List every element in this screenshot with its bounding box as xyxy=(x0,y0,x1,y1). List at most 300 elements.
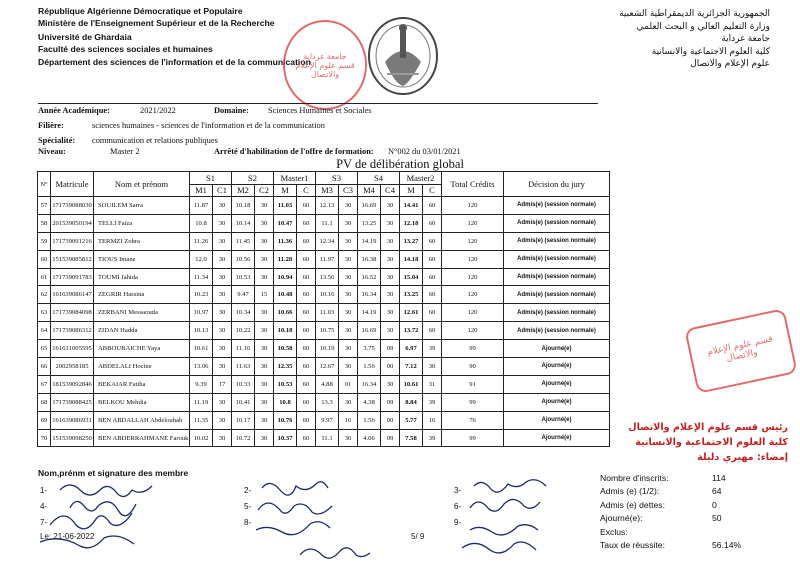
cell-grade: 30 xyxy=(339,358,358,376)
cell-grade: 11.87 xyxy=(190,197,213,215)
table-row xyxy=(38,429,610,447)
cell-grade: 11.45 xyxy=(232,232,255,250)
cell-grade: 30 xyxy=(213,286,232,304)
cell-grade: 30 xyxy=(339,340,358,358)
cell-grade: 30 xyxy=(339,304,358,322)
header-fr-line: Ministère de l'Enseignement Supérieur et de la Recherche xyxy=(38,17,275,28)
domaine-value: Sciences Humaines et Sociales xyxy=(268,106,372,115)
cell-grade: 60 xyxy=(297,232,316,250)
cell-grade: 60 xyxy=(297,429,316,447)
stat-row xyxy=(600,512,741,525)
cell-no: 60 xyxy=(38,250,51,268)
table-row xyxy=(38,393,610,411)
sig-number: 5- xyxy=(244,502,252,511)
cell-grade: 60 xyxy=(423,250,442,268)
cell-grade: 39 xyxy=(423,340,442,358)
cell-grade: 30 xyxy=(213,358,232,376)
cell-nom: ZIDAN Hadda xyxy=(94,322,190,340)
sig-number: 4- xyxy=(40,502,48,511)
cell-grade: 13.56 xyxy=(316,268,339,286)
cell-decision: Admis(e) (session normale) xyxy=(504,304,610,322)
cell-matricule: 171739086312 xyxy=(51,322,94,340)
cell-grade: 30 xyxy=(255,232,274,250)
cell-grade: 4.06 xyxy=(358,429,381,447)
cell-grade: 16.34 xyxy=(358,375,381,393)
col-subheader: M3 xyxy=(316,184,339,197)
cell-grade: 16.38 xyxy=(358,250,381,268)
cell-grade: 09 xyxy=(381,340,400,358)
cell-grade: 60 xyxy=(423,322,442,340)
cell-grade: 17 xyxy=(213,375,232,393)
cell-decision: Ajourné(e) xyxy=(504,358,610,376)
deliberation-table xyxy=(37,171,610,447)
cell-grade: 10.23 xyxy=(190,286,213,304)
cell-grade: 15.04 xyxy=(400,268,423,286)
cell-grade: 30 xyxy=(339,232,358,250)
cell-grade: 10.47 xyxy=(274,214,297,232)
col-header-decision: Décision du jury xyxy=(504,172,610,197)
cell-grade: 09 xyxy=(381,393,400,411)
header-ar-line: وزارة التعليم العالي و البحث العلمي xyxy=(636,21,770,32)
cell-grade: 30 xyxy=(213,322,232,340)
university-logo xyxy=(365,14,441,96)
cell-total: 120 xyxy=(442,250,504,268)
cell-grade: 30 xyxy=(255,393,274,411)
cell-grade: 60 xyxy=(423,232,442,250)
cell-grade: 30 xyxy=(339,250,358,268)
cell-grade: 10.17 xyxy=(232,411,255,429)
cell-grade: 60 xyxy=(297,411,316,429)
cell-nom: TOUMI Jahida xyxy=(94,268,190,286)
cell-total: 91 xyxy=(442,375,504,393)
header-ar-line: كلية العلوم الاجتماعية والانسانية xyxy=(651,46,770,57)
cell-grade: 11.16 xyxy=(232,340,255,358)
cell-grade: 10.75 xyxy=(316,322,339,340)
cell-grade: 13.72 xyxy=(400,322,423,340)
cell-grade: 9.47 xyxy=(232,286,255,304)
cell-no: 67 xyxy=(38,375,51,393)
cell-grade: 30 xyxy=(339,214,358,232)
specialite-value: communication et relations publiques xyxy=(92,136,218,145)
header-fr-line: Département des sciences de l'information et de la communication xyxy=(38,57,311,68)
cell-matricule: 201539050194 xyxy=(51,214,94,232)
cell-grade: 30 xyxy=(255,340,274,358)
cell-no: 70 xyxy=(38,429,51,447)
stat-value: 114 xyxy=(712,473,726,483)
cell-grade: 3.75 xyxy=(358,340,381,358)
cell-grade: 10.34 xyxy=(232,304,255,322)
arrete-label: Arrêté d'habilitation de l'offre de formation: xyxy=(214,147,374,156)
table-row xyxy=(38,268,610,286)
stat-row xyxy=(600,539,741,552)
cell-matricule: 151539098250 xyxy=(51,429,94,447)
cell-grade: 60 xyxy=(297,340,316,358)
cell-grade: 10.14 xyxy=(232,214,255,232)
table-row xyxy=(38,322,610,340)
col-subheader: C3 xyxy=(339,184,358,197)
cell-grade: 5.77 xyxy=(400,411,423,429)
cell-grade: 16.52 xyxy=(358,268,381,286)
cell-grade: 10.58 xyxy=(274,340,297,358)
cell-grade: 11.36 xyxy=(274,232,297,250)
stat-value: 56.14% xyxy=(712,540,742,551)
table-row xyxy=(38,340,610,358)
filiere-label: Filière: xyxy=(38,121,64,130)
cell-decision: Admis(e) (session normale) xyxy=(504,268,610,286)
cell-grade: 10.94 xyxy=(274,268,297,286)
cell-decision: Ajourné(e) xyxy=(504,429,610,447)
cell-total: 120 xyxy=(442,232,504,250)
cell-nom: TERMZI Zohra xyxy=(94,232,190,250)
cell-grade: 10.16 xyxy=(316,286,339,304)
cell-grade: 30 xyxy=(255,197,274,215)
cell-grade: 30 xyxy=(339,197,358,215)
cell-no: 59 xyxy=(38,232,51,250)
col-header-s1: S1 xyxy=(190,172,232,185)
cell-matricule: 161631005595 xyxy=(51,340,94,358)
sig-number: 1- xyxy=(40,486,48,495)
cell-grade: 4.38 xyxy=(358,393,381,411)
col-subheader: M1 xyxy=(190,184,213,197)
cell-decision: Admis(e) (session normale) xyxy=(504,250,610,268)
cell-grade: 30 xyxy=(381,232,400,250)
seal-text: قسم علوم الإعلام والاتصال xyxy=(295,60,355,79)
cell-total: 120 xyxy=(442,322,504,340)
cell-grade: 10.33 xyxy=(232,375,255,393)
cell-grade: 30 xyxy=(339,429,358,447)
cell-nom: SOUILEM Sarra xyxy=(94,197,190,215)
cell-nom: ZERBANI Messaouda xyxy=(94,304,190,322)
sig-number: 8- xyxy=(244,518,252,527)
cell-grade: 16.69 xyxy=(358,197,381,215)
cell-grade: 12.35 xyxy=(274,358,297,376)
col-subheader: C xyxy=(297,184,316,197)
stats-panel xyxy=(600,472,741,552)
stat-label: Ajourné(e): xyxy=(600,513,643,524)
cell-grade: 30 xyxy=(255,250,274,268)
cell-grade: 30 xyxy=(423,358,442,376)
cell-grade: 00 xyxy=(381,411,400,429)
cell-grade: 30 xyxy=(213,429,232,447)
cell-grade: 11.1 xyxy=(316,214,339,232)
cell-grade: 6.97 xyxy=(400,340,423,358)
cell-grade: 60 xyxy=(297,214,316,232)
cell-grade: 10.41 xyxy=(232,393,255,411)
cell-grade: 60 xyxy=(297,375,316,393)
header-fr-line: Faculté des sciences sociales et humaines xyxy=(38,43,213,54)
col-header-master2: Master2 xyxy=(400,172,442,185)
stamp-text: قسم علوم الإعلام والاتصال xyxy=(706,334,774,365)
cell-grade: 60 xyxy=(297,286,316,304)
cell-grade: 30 xyxy=(381,286,400,304)
cell-decision: Admis(e) (session normale) xyxy=(504,214,610,232)
header-ar-line: علوم الإعلام والاتصال xyxy=(690,59,770,69)
page-number: 5/ 9 xyxy=(411,532,425,541)
stat-row xyxy=(600,526,741,539)
cell-grade: 09 xyxy=(381,429,400,447)
header-ar-line: الجمهورية الجزائرية الديمقراطية الشعبية xyxy=(619,9,770,19)
university-seal-stamp xyxy=(283,20,367,110)
cell-grade: 30 xyxy=(381,268,400,286)
cell-grade: 30 xyxy=(339,268,358,286)
cell-grade: 30 xyxy=(213,197,232,215)
header-fr-line: Université de Ghardaia xyxy=(38,32,132,43)
cell-grade: 30 xyxy=(255,322,274,340)
cell-nom: BELKOU Mehdia xyxy=(94,393,190,411)
annee-value: 2021/2022 xyxy=(140,106,176,115)
cell-grade: 11.03 xyxy=(274,197,297,215)
sig-number: 6- xyxy=(454,502,462,511)
niveau-label: Niveau: xyxy=(38,147,66,156)
cell-grade: 30 xyxy=(255,214,274,232)
cell-grade: 12.13 xyxy=(316,197,339,215)
cell-grade: 10.56 xyxy=(232,250,255,268)
sig-number: 7- xyxy=(40,518,48,527)
divider xyxy=(38,103,598,104)
cell-nom: ABBOUBAICHE Yaya xyxy=(94,340,190,358)
cell-decision: Ajourné(e) xyxy=(504,411,610,429)
cell-grade: 60 xyxy=(297,250,316,268)
cell-total: 90 xyxy=(442,358,504,376)
cell-grade: 39 xyxy=(423,429,442,447)
cell-nom: BEN ABDERRAHMANE Farouk xyxy=(94,429,190,447)
cell-total: 120 xyxy=(442,304,504,322)
cell-nom: TIOUS Imane xyxy=(94,250,190,268)
cell-grade: 60 xyxy=(297,358,316,376)
cell-grade: 16 xyxy=(423,411,442,429)
col-header-matricule: Matricule xyxy=(51,172,94,197)
cell-grade: 60 xyxy=(423,286,442,304)
cell-grade: 10.61 xyxy=(190,340,213,358)
cell-grade: 60 xyxy=(423,268,442,286)
cell-grade: 12.34 xyxy=(316,232,339,250)
stat-value: 50 xyxy=(712,513,722,524)
cell-grade: 60 xyxy=(297,304,316,322)
cell-total: 120 xyxy=(442,197,504,215)
cell-grade: 30 xyxy=(213,232,232,250)
cell-matricule: 171739088425 xyxy=(51,393,94,411)
cell-grade: 30 xyxy=(339,286,358,304)
department-stamp xyxy=(684,308,797,394)
cell-no: 62 xyxy=(38,286,51,304)
cell-grade: 30 xyxy=(255,429,274,447)
cell-grade: 11.19 xyxy=(190,393,213,411)
stat-value: 0 xyxy=(712,499,717,510)
cell-matricule: 171739088030 xyxy=(51,197,94,215)
cell-grade: 10.48 xyxy=(274,286,297,304)
cell-grade: 16.34 xyxy=(358,286,381,304)
cell-grade: 01 xyxy=(339,375,358,393)
col-subheader: M4 xyxy=(358,184,381,197)
table-row xyxy=(38,286,610,304)
stat-label: Nombre d'inscrits: xyxy=(600,473,669,483)
cell-total: 99 xyxy=(442,340,504,358)
cell-grade: 10.97 xyxy=(190,304,213,322)
cell-total: 99 xyxy=(442,429,504,447)
stat-row xyxy=(600,499,741,512)
cell-grade: 13.06 xyxy=(190,358,213,376)
cell-no: 69 xyxy=(38,411,51,429)
cell-decision: Admis(e) (session normale) xyxy=(504,232,610,250)
cell-grade: 7.58 xyxy=(400,429,423,447)
table-row xyxy=(38,358,610,376)
annee-label: Année Académique: xyxy=(38,106,110,115)
cell-grade: 30 xyxy=(381,197,400,215)
col-header-no: N° xyxy=(38,172,51,197)
cell-nom: TELLI Faiza xyxy=(94,214,190,232)
cell-grade: 10.8 xyxy=(274,393,297,411)
cell-grade: 1.56 xyxy=(358,358,381,376)
cell-grade: 30 xyxy=(213,393,232,411)
col-subheader: C1 xyxy=(213,184,232,197)
cell-grade: 15 xyxy=(255,286,274,304)
cell-grade: 10.61 xyxy=(400,375,423,393)
cell-grade: 16.69 xyxy=(358,322,381,340)
table-row xyxy=(38,197,610,215)
stamp-line: إمضاء: مهيري دليلة xyxy=(697,452,788,463)
col-header-s3: S3 xyxy=(316,172,358,185)
cell-grade: 7.12 xyxy=(400,358,423,376)
cell-no: 58 xyxy=(38,214,51,232)
cell-grade: 11.34 xyxy=(190,268,213,286)
cell-grade: 11.03 xyxy=(316,304,339,322)
cell-grade: 10.37 xyxy=(274,429,297,447)
cell-grade: 4.88 xyxy=(316,375,339,393)
stat-label: Admis (e) (1/2): xyxy=(600,486,660,497)
cell-decision: Ajourné(e) xyxy=(504,375,610,393)
cell-grade: 30 xyxy=(255,411,274,429)
col-subheader: C2 xyxy=(255,184,274,197)
cell-decision: Admis(e) (session normale) xyxy=(504,286,610,304)
cell-matricule: 171739084098 xyxy=(51,304,94,322)
table-row xyxy=(38,304,610,322)
cell-no: 66 xyxy=(38,358,51,376)
table-row xyxy=(38,375,610,393)
table-row xyxy=(38,214,610,232)
cell-grade: 30 xyxy=(255,358,274,376)
table-row xyxy=(38,411,610,429)
cell-total: 99 xyxy=(442,393,504,411)
cell-grade: 31 xyxy=(423,375,442,393)
cell-grade: 1.56 xyxy=(358,411,381,429)
col-subheader: C4 xyxy=(381,184,400,197)
cell-matricule: 2002958185 xyxy=(51,358,94,376)
cell-matricule: 171739091783 xyxy=(51,268,94,286)
filiere-value: sciences humaines - sciences de l'information et de la communication xyxy=(92,121,325,130)
cell-grade: 12.67 xyxy=(316,358,339,376)
cell-nom: BEN ABDALLAH Abdelouhab xyxy=(94,411,190,429)
cell-nom: ABDELALI Hocine xyxy=(94,358,190,376)
cell-grade: 14.19 xyxy=(358,304,381,322)
cell-matricule: 171739091216 xyxy=(51,232,94,250)
col-header-nom: Nom et prénom xyxy=(94,172,190,197)
cell-grade: 10.02 xyxy=(190,429,213,447)
cell-total: 120 xyxy=(442,286,504,304)
stat-label: Admis (e) dettes: xyxy=(600,499,665,510)
cell-grade: 30 xyxy=(213,340,232,358)
cell-no: 63 xyxy=(38,304,51,322)
cell-nom: BEKAIAR Fatiha xyxy=(94,375,190,393)
col-subheader: M xyxy=(400,184,423,197)
cell-grade: 60 xyxy=(297,322,316,340)
cell-grade: 11.97 xyxy=(316,250,339,268)
cell-grade: 30 xyxy=(213,304,232,322)
cell-matricule: 161639086931 xyxy=(51,411,94,429)
cell-grade: 30 xyxy=(339,322,358,340)
cell-decision: Ajourné(e) xyxy=(504,340,610,358)
cell-grade: 10.22 xyxy=(232,322,255,340)
stat-value: 64 xyxy=(712,486,722,497)
cell-grade: 30 xyxy=(381,250,400,268)
cell-grade: 11.63 xyxy=(232,358,255,376)
specialite-label: Spécialité: xyxy=(38,136,76,145)
table-row xyxy=(38,250,610,268)
cell-decision: Ajourné(e) xyxy=(504,393,610,411)
cell-grade: 13.3 xyxy=(316,393,339,411)
cell-no: 65 xyxy=(38,340,51,358)
cell-total: 120 xyxy=(442,268,504,286)
cell-grade: 10.18 xyxy=(232,197,255,215)
cell-grade: 30 xyxy=(213,411,232,429)
cell-grade: 30 xyxy=(255,304,274,322)
cell-nom: ZEGRIR Hassina xyxy=(94,286,190,304)
col-header-total: Total Crédits xyxy=(442,172,504,197)
cell-grade: 60 xyxy=(423,197,442,215)
cell-grade: 30 xyxy=(213,250,232,268)
header-fr-line: République Algérienne Démocratique et Populaire xyxy=(38,6,243,16)
signatures-title: Nom,prénm et signature des membre xyxy=(38,468,189,478)
stat-label: Exclus: xyxy=(600,526,628,537)
col-subheader: C xyxy=(423,184,442,197)
cell-grade: 30 xyxy=(381,304,400,322)
cell-grade: 12.0 xyxy=(190,250,213,268)
stat-row xyxy=(600,485,741,498)
header-ar-line: جامعة غرداية xyxy=(721,34,770,44)
header-fr xyxy=(38,6,311,69)
col-header-s4: S4 xyxy=(358,172,400,185)
table-row xyxy=(38,232,610,250)
header-ar xyxy=(619,8,770,71)
cell-grade: 14.19 xyxy=(358,232,381,250)
cell-grade: 30 xyxy=(339,393,358,411)
cell-grade: 14.18 xyxy=(400,250,423,268)
cell-grade: 13.25 xyxy=(358,214,381,232)
handwritten-signatures xyxy=(0,470,600,585)
arrete-value: N°002 du 03/01/2021 xyxy=(388,147,461,156)
head-of-department-stamp xyxy=(598,420,788,465)
sig-number: 9- xyxy=(454,518,462,527)
cell-grade: 11.35 xyxy=(190,411,213,429)
col-header-s2: S2 xyxy=(232,172,274,185)
cell-matricule: 151539085812 xyxy=(51,250,94,268)
cell-grade: 60 xyxy=(297,197,316,215)
sig-number: 3- xyxy=(454,486,462,495)
niveau-value: Master 2 xyxy=(110,147,140,156)
cell-grade: 11.28 xyxy=(274,250,297,268)
seal-text: جامعة غرداية xyxy=(303,51,347,61)
cell-matricule: 161639086147 xyxy=(51,286,94,304)
cell-grade: 30 xyxy=(255,268,274,286)
cell-no: 64 xyxy=(38,322,51,340)
col-header-master1: Master1 xyxy=(274,172,316,185)
cell-grade: 12.61 xyxy=(400,304,423,322)
cell-grade: 60 xyxy=(423,214,442,232)
stat-row xyxy=(600,472,741,485)
cell-total: 120 xyxy=(442,214,504,232)
cell-grade: 9.97 xyxy=(316,411,339,429)
cell-grade: 30 xyxy=(213,268,232,286)
cell-grade: 60 xyxy=(297,393,316,411)
